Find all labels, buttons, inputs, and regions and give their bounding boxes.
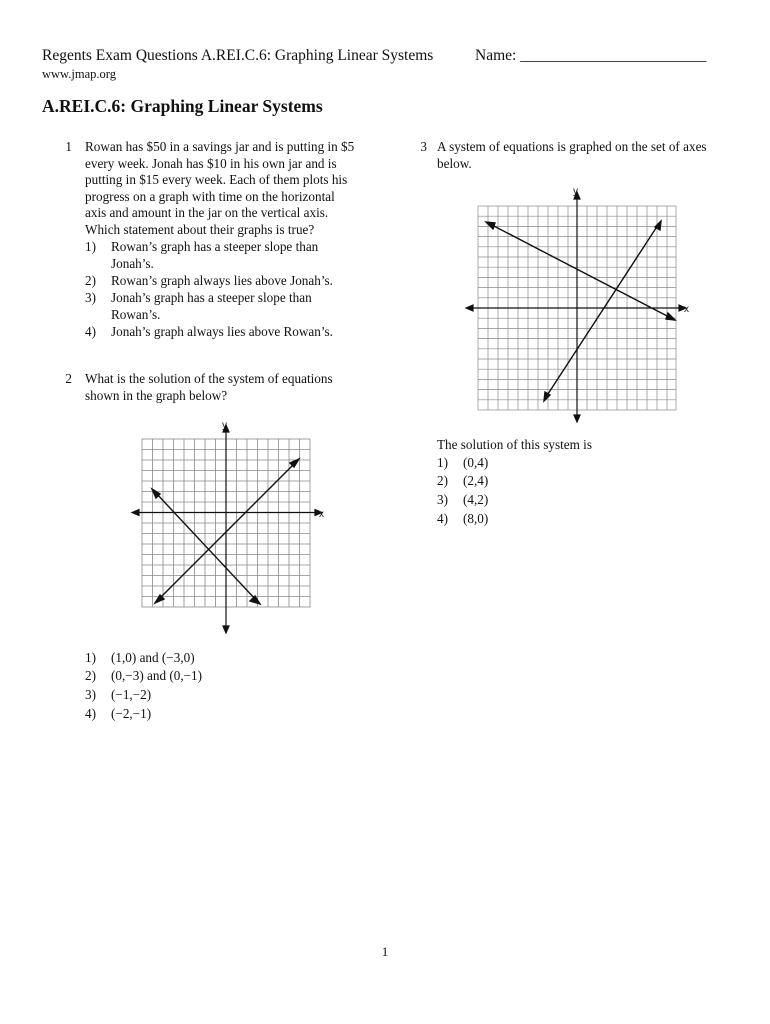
answer-option[interactable] xyxy=(85,706,151,723)
option-text: Rowan’s. xyxy=(111,306,161,322)
option-number: 2) xyxy=(437,473,448,488)
graph-axes xyxy=(132,425,322,633)
option-text: Jonah’s. xyxy=(111,255,154,271)
option-number: 3) xyxy=(85,290,96,305)
question-text-line: What is the solution of the system of equations xyxy=(85,371,333,386)
solution-prompt: The solution of this system is xyxy=(437,437,592,452)
option-number: 1) xyxy=(437,455,448,470)
option-number: 2) xyxy=(85,668,96,683)
option-text: (−2,−1) xyxy=(111,706,152,721)
answer-option[interactable] xyxy=(85,273,375,290)
question-text-line: putting in $15 every week. Each of them plots his xyxy=(85,172,348,188)
option-number: 4) xyxy=(85,324,96,339)
option-number: 4) xyxy=(437,511,448,526)
option-text: (0,4) xyxy=(463,455,489,470)
option-number: 4) xyxy=(85,706,96,721)
page-title: A.REI.C.6: Graphing Linear Systems xyxy=(42,96,323,116)
answer-option[interactable] xyxy=(85,239,375,272)
name-field-label: Name: ________________________ xyxy=(475,47,707,64)
answer-option[interactable] xyxy=(437,455,488,472)
option-text: (2,4) xyxy=(463,473,489,488)
question-number: 1 xyxy=(65,139,72,154)
question-text xyxy=(85,139,385,239)
option-number: 3) xyxy=(437,492,448,507)
option-text: (1,0) and (−3,0) xyxy=(111,650,195,665)
axis-label-y: y xyxy=(222,420,227,431)
question-text-line: Which statement about their graphs is true? xyxy=(85,221,315,237)
option-text: (4,2) xyxy=(463,492,489,507)
graph-question-3 xyxy=(464,184,700,424)
page-number: 1 xyxy=(381,944,389,959)
question-text-line: progress on a graph with time on the horizontal xyxy=(85,188,335,204)
axis-label-x: x xyxy=(319,509,324,520)
question-text-line: shown in the graph below? xyxy=(85,387,228,403)
answer-option[interactable] xyxy=(85,324,375,341)
option-text: Jonah’s graph has a steeper slope than xyxy=(111,290,312,305)
option-text: Rowan’s graph always lies above Jonah’s. xyxy=(111,273,333,288)
header-url: www.jmap.org xyxy=(42,67,116,81)
header-title: Regents Exam Questions A.REI.C.6: Graphing Linear Systems xyxy=(42,47,434,64)
answer-option[interactable] xyxy=(85,290,375,323)
axis-label-x: x xyxy=(684,304,689,315)
option-number: 2) xyxy=(85,273,96,288)
answer-option[interactable] xyxy=(437,511,488,528)
question-text-line: Rowan has $50 in a savings jar and is putting in $5 xyxy=(85,139,355,154)
question-text-line: every week. Jonah has $10 in his own jar and is xyxy=(85,155,337,171)
option-number: 1) xyxy=(85,239,96,254)
question-number: 2 xyxy=(65,371,72,386)
question-text-line: A system of equations is graphed on the set of axes xyxy=(437,139,707,154)
option-text: (0,−3) and (0,−1) xyxy=(111,668,203,683)
graph-question-2 xyxy=(128,415,338,635)
question-number: 3 xyxy=(420,139,427,154)
option-number: 3) xyxy=(85,687,96,702)
option-text: (−1,−2) xyxy=(111,687,152,702)
question-text-line: below. xyxy=(437,155,472,171)
answer-option[interactable] xyxy=(85,650,195,667)
option-text: Rowan’s graph has a steeper slope than xyxy=(111,239,319,254)
axis-label-y: y xyxy=(573,186,578,197)
answer-option[interactable] xyxy=(85,668,202,685)
question-text xyxy=(437,139,737,172)
question-text-line: axis and amount in the jar on the vertical axis. xyxy=(85,205,329,221)
option-text: Jonah’s graph always lies above Rowan’s. xyxy=(111,324,333,339)
option-number: 1) xyxy=(85,650,96,665)
answer-option[interactable] xyxy=(437,492,488,509)
option-text: (8,0) xyxy=(463,511,489,526)
answer-option[interactable] xyxy=(85,687,151,704)
answer-option[interactable] xyxy=(437,473,488,490)
question-text xyxy=(85,371,385,404)
